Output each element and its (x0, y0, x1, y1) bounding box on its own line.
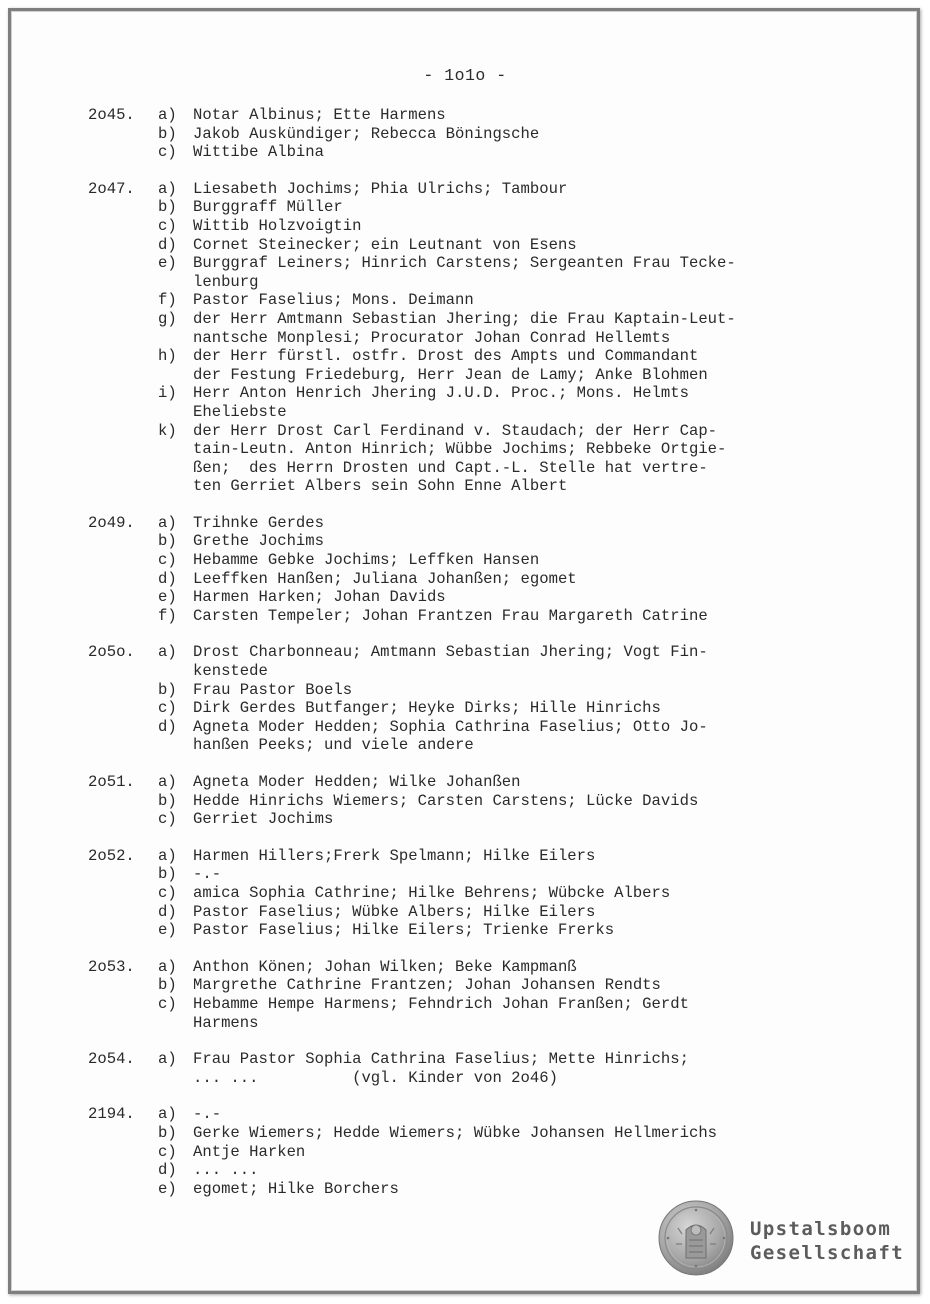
item-text (193, 422, 848, 496)
item-letter: b) (158, 791, 177, 810)
item-letter: c) (158, 216, 177, 235)
item-text-line: Harmen Hillers;Frerk Spelmann; Hilke Eilers (193, 846, 596, 865)
entry-number: 2o53. (88, 957, 135, 976)
item-text (193, 106, 848, 125)
logo (750, 1217, 904, 1265)
entry (88, 1050, 848, 1087)
entry-items (158, 1050, 848, 1087)
item-text (193, 1050, 848, 1087)
item-text (193, 958, 848, 977)
item-text (193, 236, 848, 255)
item-text-line: ... ... (193, 1161, 259, 1180)
item-text (193, 291, 848, 310)
item-text-line: egomet; Hilke Borchers (193, 1179, 399, 1198)
item-letter: b) (158, 865, 177, 884)
item-text (193, 847, 848, 866)
item-letter: c) (158, 551, 177, 570)
item-text-line: Gerke Wiemers; Hedde Wiemers; Wübke Johansen Hellmerichs (193, 1123, 718, 1142)
item-letter: d) (158, 1161, 177, 1180)
item-text (193, 1105, 848, 1124)
item-letter: b) (158, 1123, 177, 1142)
entry-items (158, 1105, 848, 1198)
item-text-line: amica Sophia Cathrine; Hilke Behrens; Wübcke Albers (193, 883, 671, 902)
entry-item (158, 643, 848, 680)
item-text-line: tain-Leutn. Anton Hinrich; Wübbe Jochims; Rebbeke Ortgie- (193, 440, 727, 459)
item-text (193, 254, 848, 291)
item-letter: d) (158, 717, 177, 736)
entry-item (158, 718, 848, 755)
item-letter: d) (158, 235, 177, 254)
item-text-line: Gerriet Jochims (193, 810, 334, 829)
item-letter: g) (158, 309, 177, 328)
item-text (193, 773, 848, 792)
item-letter: c) (158, 994, 177, 1013)
page-number: - 1o1o - (423, 66, 507, 85)
item-text-line: Pastor Faselius; Wübke Albers; Hilke Eilers (193, 902, 596, 921)
entry (88, 1105, 848, 1198)
entry-number: 2194. (88, 1105, 135, 1124)
entry-items (158, 773, 848, 829)
item-letter: a) (158, 773, 177, 791)
item-text-line: kenstede (193, 662, 268, 681)
item-text-line: ßen; des Herrn Drosten und Capt.-L. Stelle hat vertre- (193, 458, 708, 477)
entry-item (158, 143, 848, 162)
entry-item (158, 865, 848, 884)
item-text-line: hanßen Peeks; und viele andere (193, 736, 474, 755)
entry-item (158, 514, 848, 533)
item-text (193, 1143, 848, 1162)
item-text-line: Wittibe Albina (193, 143, 325, 162)
item-text-line: Herr Anton Henrich Jhering J.U.D. Proc.; Mons. Helmts (193, 384, 689, 403)
item-text (193, 643, 848, 680)
entry-item (158, 976, 848, 995)
entry-item (158, 551, 848, 570)
item-text-line: Hebamme Hempe Harmens; Fehndrich Johan Franßen; Gerdt (193, 994, 689, 1013)
item-text (193, 514, 848, 533)
entry (88, 514, 848, 626)
item-text-line: lenburg (193, 272, 259, 291)
item-letter: d) (158, 902, 177, 921)
item-text-line: ten Gerriet Albers sein Sohn Enne Albert (193, 477, 568, 496)
item-text-line: -.- (193, 865, 222, 884)
item-text (193, 1161, 848, 1180)
entry-number: 2o52. (88, 846, 135, 865)
entry-items (158, 106, 848, 162)
item-text-line: Grethe Jochims (193, 532, 325, 551)
item-text (193, 810, 848, 829)
entry-item (158, 422, 848, 496)
item-text-line: Pastor Faselius; Mons. Deimann (193, 291, 474, 310)
item-text (193, 884, 848, 903)
item-text (193, 588, 848, 607)
item-letter: e) (158, 1179, 177, 1198)
item-letter: a) (158, 179, 177, 198)
entry (88, 847, 848, 940)
entry-item (158, 1143, 848, 1162)
item-text-line: nantsche Monplesi; Procurator Johan Conrad Hellemts (193, 328, 671, 347)
entry-items (158, 180, 848, 496)
entry (88, 958, 848, 1032)
item-text (193, 865, 848, 884)
item-letter: h) (158, 347, 177, 366)
entry-item (158, 180, 848, 199)
item-text-line: -.- (193, 1105, 222, 1124)
item-text (193, 570, 848, 589)
item-text (193, 1180, 848, 1199)
item-letter: a) (158, 846, 177, 865)
logo-line-gesellschaft: Gesellschaft (750, 1242, 905, 1264)
entry-item (158, 958, 848, 977)
item-letter: c) (158, 699, 177, 718)
item-text-line: Leeffken Hanßen; Juliana Johanßen; egomet (193, 569, 577, 588)
item-letter: b) (158, 532, 177, 551)
item-letter: b) (158, 680, 177, 699)
entry-item (158, 125, 848, 144)
item-text-line: Notar Albinus; Ette Harmens (193, 106, 446, 124)
entry-item (158, 198, 848, 217)
item-text (193, 792, 848, 811)
item-text-line: Margrethe Cathrine Frantzen; Johan Johansen Rendts (193, 976, 661, 995)
entry-number: 2o54. (88, 1050, 135, 1069)
entry-items (158, 643, 848, 755)
entry-item (158, 995, 848, 1032)
entry (88, 773, 848, 829)
item-text-line: Hedde Hinrichs Wiemers; Carsten Carstens; Lücke Davids (193, 791, 699, 810)
entry-item (158, 291, 848, 310)
item-text (193, 532, 848, 551)
upstalsboom-seal-icon (658, 1200, 734, 1276)
entry-items (158, 958, 848, 1032)
item-text (193, 384, 848, 421)
entry-item (158, 792, 848, 811)
item-text (193, 217, 848, 236)
item-text-line: Harmens (193, 1013, 259, 1032)
item-text (193, 347, 848, 384)
item-letter: e) (158, 588, 177, 607)
item-letter: b) (158, 976, 177, 995)
entry-item (158, 106, 848, 125)
entry-item (158, 903, 848, 922)
entry-item (158, 310, 848, 347)
entry-item (158, 1161, 848, 1180)
entry-item (158, 1124, 848, 1143)
item-text-line: Cornet Steinecker; ein Leutnant von Esens (193, 235, 577, 254)
item-letter: b) (158, 198, 177, 217)
item-text (193, 180, 848, 199)
item-text-line: Carsten Tempeler; Johan Frantzen Frau Margareth Catrine (193, 606, 708, 625)
item-letter: k) (158, 421, 177, 440)
item-text-line: Agneta Moder Hedden; Sophia Cathrina Faselius; Otto Jo- (193, 717, 708, 736)
entry (88, 180, 848, 496)
entry-item (158, 254, 848, 291)
item-letter: a) (158, 957, 177, 976)
item-text-line: Harmen Harken; Johan Davids (193, 588, 446, 607)
item-letter: c) (158, 883, 177, 902)
entry-item (158, 681, 848, 700)
item-text (193, 718, 848, 755)
item-letter: f) (158, 291, 177, 310)
item-text-line: Drost Charbonneau; Amtmann Sebastian Jhering; Vogt Fin- (193, 643, 708, 662)
item-text-line: Trihnke Gerdes (193, 513, 325, 532)
entry-item (158, 236, 848, 255)
entry-item (158, 532, 848, 551)
entry-item (158, 1180, 848, 1199)
item-text-line: Jakob Auskündiger; Rebecca Böningsche (193, 124, 540, 143)
entries-list (88, 106, 848, 1216)
item-text-line: Pastor Faselius; Hilke Eilers; Trienke Frerks (193, 921, 615, 940)
entry-number: 2o49. (88, 513, 135, 532)
item-text-line: Wittib Holzvoigtin (193, 216, 362, 235)
item-text (193, 143, 848, 162)
entry-item (158, 217, 848, 236)
item-letter: a) (158, 643, 177, 662)
entry-item (158, 384, 848, 421)
item-text-line: ... ... (vgl. Kinder von 2o46) (193, 1068, 558, 1087)
item-letter: c) (158, 810, 177, 829)
item-text (193, 699, 848, 718)
item-text (193, 921, 848, 940)
item-text-line: der Festung Friedeburg, Herr Jean de Lamy; Anke Blohmen (193, 365, 708, 384)
item-text-line: der Herr Amtmann Sebastian Jhering; die Frau Kaptain-Leut- (193, 309, 736, 328)
item-text-line: Liesabeth Jochims; Phia Ulrichs; Tambour (193, 179, 568, 198)
item-letter: f) (158, 606, 177, 625)
entry (88, 643, 848, 755)
item-text (193, 310, 848, 347)
item-text-line: Dirk Gerdes Butfanger; Heyke Dirks; Hille Hinrichs (193, 699, 661, 718)
item-text-line: Hebamme Gebke Jochims; Leffken Hansen (193, 551, 540, 570)
entry-items (158, 514, 848, 626)
entry (88, 106, 848, 162)
item-text (193, 1124, 848, 1143)
entry-item (158, 847, 848, 866)
entry-item (158, 773, 848, 792)
entry-item (158, 347, 848, 384)
item-letter: c) (158, 143, 177, 162)
entry-item (158, 699, 848, 718)
entry-item (158, 570, 848, 589)
entry-item (158, 607, 848, 626)
item-text (193, 995, 848, 1032)
item-text-line: Frau Pastor Boels (193, 680, 353, 699)
item-text-line: Eheliebste (193, 402, 287, 421)
entry-items (158, 847, 848, 940)
item-letter: e) (158, 254, 177, 273)
item-letter: d) (158, 569, 177, 588)
item-text-line: Burggraf Leiners; Hinrich Carstens; Sergeanten Frau Tecke- (193, 254, 736, 273)
item-text-line: Agneta Moder Hedden; Wilke Johanßen (193, 773, 521, 791)
item-text-line: Frau Pastor Sophia Cathrina Faselius; Mette Hinrichs; (193, 1050, 689, 1069)
item-letter: a) (158, 106, 177, 124)
item-text (193, 903, 848, 922)
item-letter: a) (158, 1105, 177, 1124)
entry-item (158, 588, 848, 607)
entry-number: 2o5o. (88, 643, 135, 662)
entry-item (158, 884, 848, 903)
item-letter: e) (158, 921, 177, 940)
item-letter: a) (158, 1050, 177, 1069)
entry-item (158, 1105, 848, 1124)
entry-number: 2o47. (88, 179, 135, 198)
item-text-line: der Herr Drost Carl Ferdinand v. Staudach; der Herr Cap- (193, 421, 718, 440)
item-text (193, 681, 848, 700)
item-text (193, 976, 848, 995)
item-letter: b) (158, 124, 177, 143)
item-text-line: Burggraff Müller (193, 198, 343, 217)
item-text-line: der Herr fürstl. ostfr. Drost des Ampts und Commandant (193, 347, 699, 366)
entry-item (158, 810, 848, 829)
entry-number: 2o45. (88, 106, 135, 124)
entry-item (158, 1050, 848, 1087)
item-letter: a) (158, 513, 177, 532)
item-text (193, 125, 848, 144)
entry-item (158, 921, 848, 940)
item-text (193, 551, 848, 570)
item-text-line: Antje Harken (193, 1142, 306, 1161)
item-text (193, 607, 848, 626)
entry-number: 2o51. (88, 773, 135, 791)
logo-line-upstalsboom: Upstalsboom (750, 1218, 892, 1240)
item-text-line: Anthon Könen; Johan Wilken; Beke Kampmanß (193, 957, 577, 976)
item-letter: c) (158, 1142, 177, 1161)
item-letter: i) (158, 384, 177, 403)
item-text (193, 198, 848, 217)
